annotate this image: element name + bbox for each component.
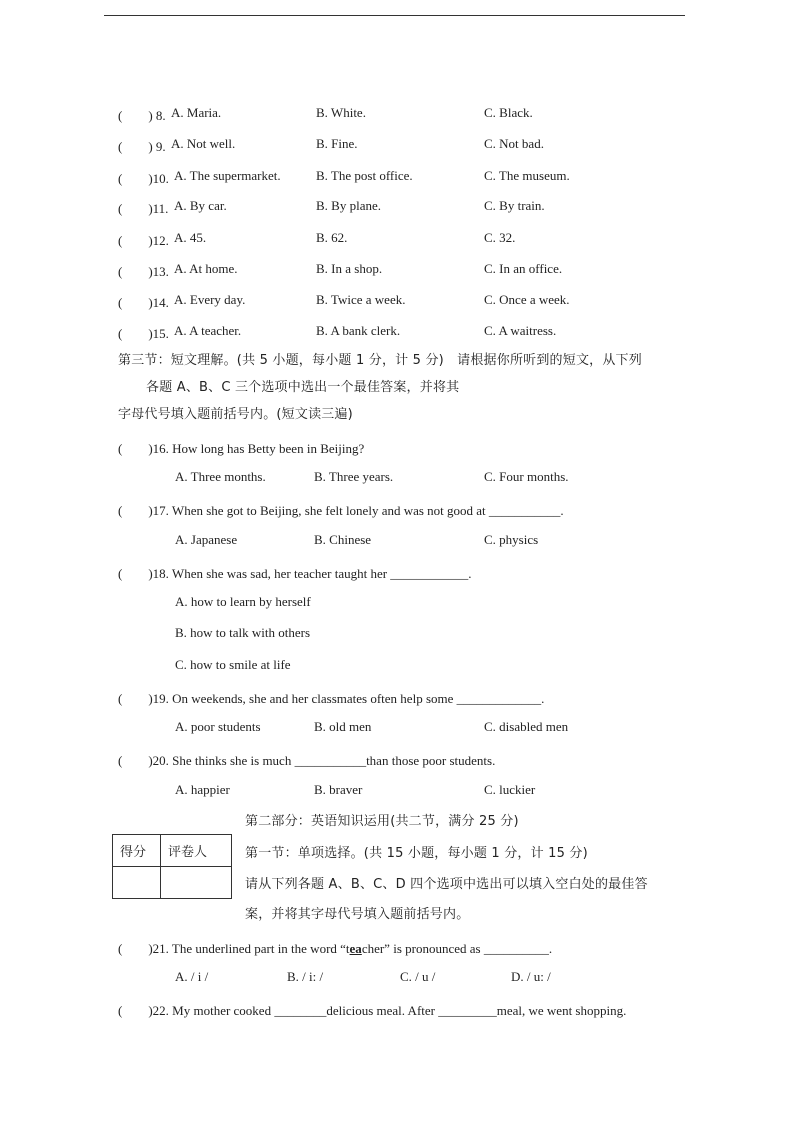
grader-value-cell (161, 867, 232, 899)
listening-item-option-a: A. Maria. (171, 105, 222, 120)
listening-item-option-c: C. Black. (484, 105, 533, 120)
listening-item-option-c: C. The museum. (484, 168, 570, 183)
listening-item-option-b: B. White. (316, 105, 366, 120)
listening-item-option-b: B. The post office. (316, 168, 413, 183)
question-19-option-c: C. disabled men (484, 719, 569, 734)
question-20-option-b: B. braver (314, 782, 363, 797)
question-21-stem-pre: ( )21. The underlined part in the word “t (118, 941, 350, 956)
section3-line2: 各题 A、B、C 三个选项中选出一个最佳答案，并将其 (146, 380, 460, 395)
part2-title: 第二部分：英语知识运用(共二节，满分 25 分) (245, 814, 519, 829)
listening-item-option-b: B. In a shop. (316, 261, 383, 276)
question-20-option-c: C. luckier (484, 782, 536, 797)
score-label: 得分 (120, 845, 147, 860)
question-16-option-c: C. Four months. (484, 469, 569, 484)
listening-item-option-a: A. 45. (174, 230, 207, 245)
question-21-option-b: B. / i: / (287, 969, 324, 984)
question-21-underlined-letters: ea (349, 941, 362, 956)
header-rule (104, 15, 685, 16)
question-20-stem: ( )20. She thinks she is much ___________than those poor students. (118, 753, 496, 768)
question-19-stem: ( )19. On weekends, she and her classmates often help some _____________. (118, 691, 545, 706)
question-17-option-c: C. physics (484, 532, 539, 547)
listening-item-option-a: A. A teacher. (174, 323, 242, 338)
question-19-option-a: A. poor students (175, 719, 261, 734)
question-21-stem-post: cher” is pronounced as __________. (361, 941, 553, 956)
question-21-option-c: C. / u / (400, 969, 436, 984)
listening-item-number: ( )10. (118, 171, 169, 186)
listening-item-option-b: B. By plane. (316, 198, 381, 213)
question-19-option-b: B. old men (314, 719, 372, 734)
question-16-option-a: A. Three months. (175, 469, 266, 484)
question-17-option-b: B. Chinese (314, 532, 372, 547)
grader-label: 评卷人 (168, 845, 208, 860)
question-18-option-b: B. how to talk with others (175, 625, 311, 640)
question-21-option-d: D. / u: / (511, 969, 551, 984)
question-20-option-a: A. happier (175, 782, 230, 797)
listening-item-option-b: B. 62. (316, 230, 348, 245)
listening-item-number: ( )14. (118, 295, 169, 310)
listening-item-option-a: A. Every day. (174, 292, 246, 307)
score-value-cell (113, 867, 161, 899)
question-18-option-a: A. how to learn by herself (175, 594, 311, 609)
score-label-cell (113, 835, 161, 867)
listening-item-option-a: A. At home. (174, 261, 238, 276)
listening-item-option-a: A. The supermarket. (174, 168, 281, 183)
question-18-stem: ( )18. When she was sad, her teacher taught her ____________. (118, 566, 472, 581)
question-21-stem (118, 938, 552, 957)
listening-item-number: ( )15. (118, 326, 169, 341)
listening-item-number: ( )12. (118, 233, 169, 248)
part2-section1-title: 第一节：单项选择。(共 15 小题，每小题 1 分，计 15 分) (245, 846, 588, 861)
listening-item-option-c: C. In an office. (484, 261, 563, 276)
question-18-option-c: C. how to smile at life (175, 657, 291, 672)
part2-section1-line2: 案，并将其字母代号填入题前括号内。 (245, 907, 470, 922)
question-21-option-a: A. / i / (175, 969, 209, 984)
question-17-option-a: A. Japanese (175, 532, 238, 547)
question-16-stem: ( )16. How long has Betty been in Beijing? (118, 441, 365, 456)
listening-item-option-c: C. By train. (484, 198, 545, 213)
listening-item-option-c: C. Not bad. (484, 136, 544, 151)
question-22-stem: ( )22. My mother cooked ________delicious meal. After _________meal, we went shopping. (118, 1003, 627, 1018)
grader-label-cell (161, 835, 232, 867)
listening-item-option-c: C. 32. (484, 230, 516, 245)
listening-item-option-b: B. A bank clerk. (316, 323, 401, 338)
question-17-stem: ( )17. When she got to Beijing, she felt lonely and was not good at ___________. (118, 503, 564, 518)
listening-item-option-a: A. Not well. (171, 136, 236, 151)
listening-item-number: ( )11. (118, 201, 169, 216)
section3-line3: 字母代号填入题前括号内。(短文读三遍) (118, 407, 353, 422)
listening-item-option-b: B. Twice a week. (316, 292, 406, 307)
part2-section1-line1: 请从下列各题 A、B、C、D 四个选项中选出可以填入空白处的最佳答 (245, 877, 648, 892)
listening-item-option-c: C. Once a week. (484, 292, 570, 307)
listening-item-option-c: C. A waitress. (484, 323, 557, 338)
listening-item-option-a: A. By car. (174, 198, 227, 213)
listening-item-number: ( ) 9. (118, 139, 166, 154)
listening-item-number: ( ) 8. (118, 108, 166, 123)
question-16-option-b: B. Three years. (314, 469, 394, 484)
listening-item-option-b: B. Fine. (316, 136, 358, 151)
score-box (112, 834, 232, 899)
section3-line1: 第三节：短文理解。(共 5 小题，每小题 1 分，计 5 分) 请根据你所听到的短文，从下列 (118, 353, 642, 368)
listening-item-number: ( )13. (118, 264, 169, 279)
